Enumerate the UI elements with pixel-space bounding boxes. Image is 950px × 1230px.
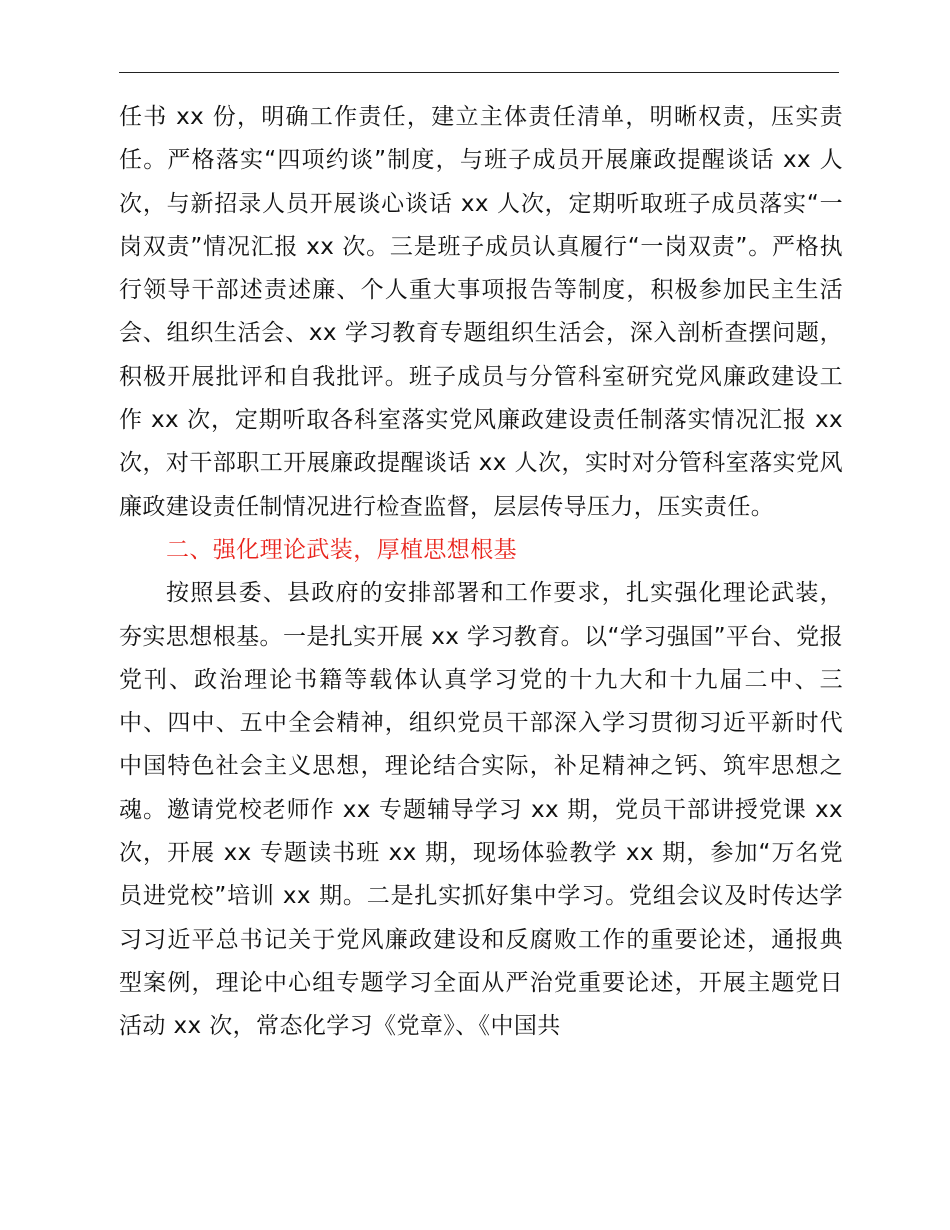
paragraph-continued: 任书 xx 份，明确工作责任，建立主体责任清单，明晰权责，压实责任。严格落实“四项约谈”制度，与班子成员开展廉政提醒谈话 xx 人次，与新招录人员开展谈心谈话 xx 人次，定期听取班子成员落实“一岗双责”情况汇报 xx 次。三是班子成员认真履行“一岗双责”。严格执行领导干部述责述廉、个人重大事项报告等制度，积极参加民主生活会、组织生活会、xx 学习教育专题组织生活会，深入剖析查摆问题，积极开展批评和自我批评。班子成员与分管科室研究党风廉政建设工作 xx 次，定期听取各科室落实党风廉政建设责任制落实情况汇报 xx 次，对干部职工开展廉政提醒谈话 xx 人次，实时对分管科室落实党风廉政建设责任制情况进行检查监督，层层传导压力，压实责任。 bbox=[119, 104, 843, 520]
page-header-rule bbox=[119, 72, 839, 73]
paragraph-theory: 按照县委、县政府的安排部署和工作要求，扎实强化理论武装，夯实思想根基。一是扎实开展 xx 学习教育。以“学习强国”平台、党报党刊、政治理论书籍等载体认真学习党的十九大和十九届二中、三中、四中、五中全会精神，组织党员干部深入学习贯彻习近平新时代中国特色社会主义思想，理论结合实际，补足精神之钙、筑牢思想之魂。邀请党校老师作 xx 专题辅导学习 xx 期，党员干部讲授党课 xx 次，开展 xx 专题读书班 xx 期，现场体验教学 xx 期，参加“万名党员进党校”培训 xx 期。二是扎实抓好集中学习。党组会议及时传达学习习近平总书记关于党风廉政建设和反腐败工作的重要论述，通报典型案例，理论中心组专题学习全面从严治党重要论述，开展主题党日活动 xx 次，常态化学习《党章》、《中国共 bbox=[119, 580, 843, 1040]
document-body bbox=[119, 96, 843, 1049]
section-heading: 二、强化理论武装，厚植思想根基 bbox=[166, 536, 517, 563]
